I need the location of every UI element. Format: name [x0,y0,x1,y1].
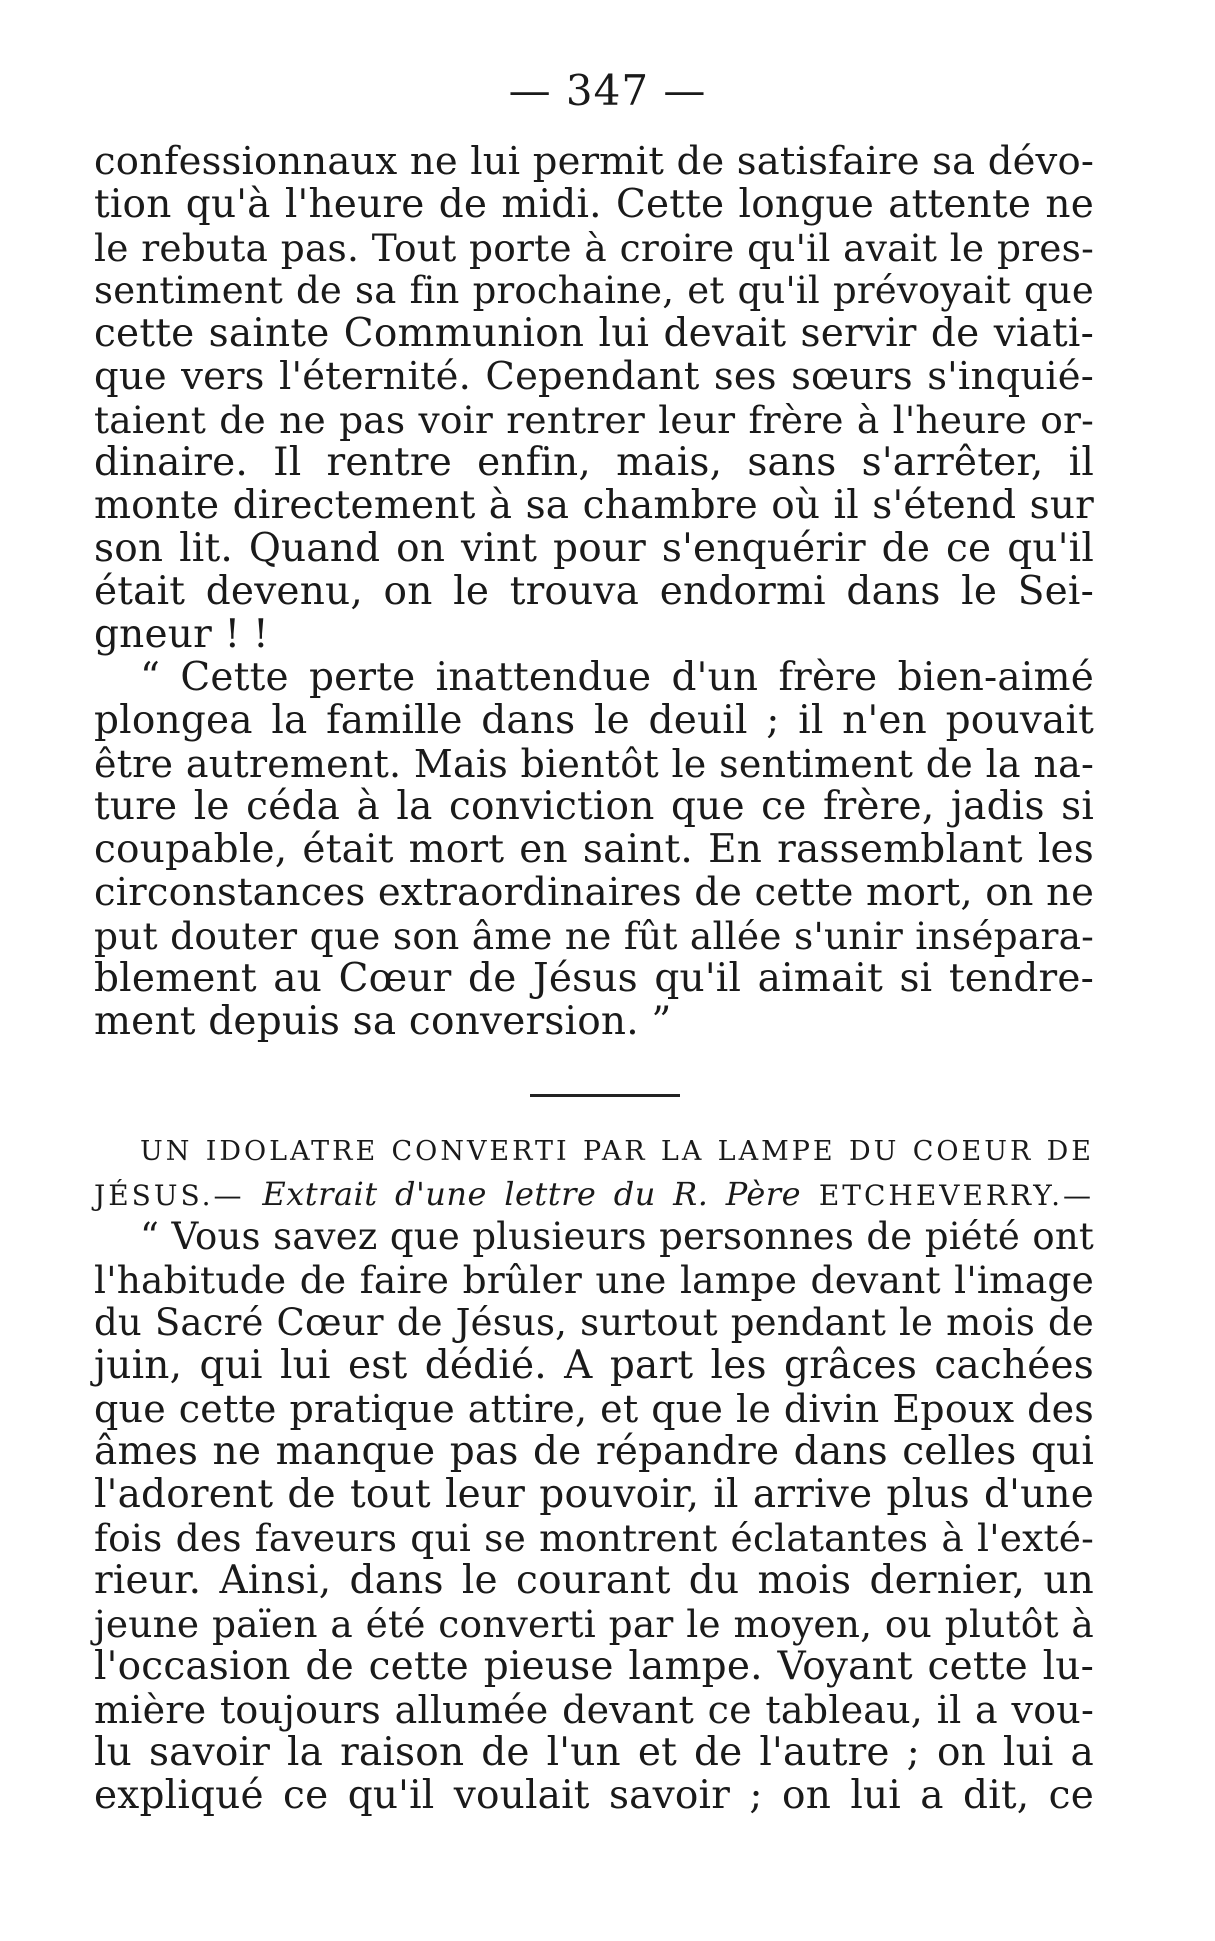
text-line: son lit. Quand on vint pour s'enquérir de ce qu'il [94,526,1094,571]
section-heading: UN IDOLATRE CONVERTI PAR LA LAMPE DU COEUR DE [140,1136,1094,1167]
text-line: ture le céda à la conviction que ce frère, jadis si [94,784,1094,829]
text-line: le rebuta pas. Tout porte à croire qu'il avait le pres- [94,226,1094,270]
text-line: que vers l'éternité. Cependant ses sœurs s'inquié- [94,354,1094,399]
text-line: mière toujours allumée devant ce tableau, il a vou- [94,1688,1094,1732]
text-line: plongea la famille dans le deuil ; il n'en pouvait [94,698,1094,743]
text-line: âmes ne manque pas de répandre dans celles qui [94,1429,1094,1474]
text-line: “ Cette perte inattendue d'un frère bien-aimé [140,655,1094,700]
text-line: fois des faveurs qui se montrent éclatantes à l'exté- [94,1516,1094,1560]
text-line: juin, qui lui est dédié. A part les grâces cachées [94,1343,1094,1388]
text-line: ment depuis sa conversion. ” [94,999,672,1044]
text-line: monte directement à sa chambre où il s'étend sur [94,483,1094,528]
text-line: l'occasion de cette pieuse lampe. Voyant cette lu- [94,1644,1094,1689]
text-line: l'adorent de tout leur pouvoir, il arrive plus d'une [94,1472,1094,1517]
text-line: rieur. Ainsi, dans le courant du mois dernier, un [94,1558,1094,1603]
text-line: blement au Cœur de Jésus qu'il aimait si tendre- [94,956,1094,1001]
text-line: sentiment de sa fin prochaine, et qu'il prévoyait que [94,269,1094,312]
text-line: cette sainte Communion lui devait servir de viati- [94,311,1094,356]
text-line: lu savoir la raison de l'un et de l'autre ; on lui a [94,1730,1094,1775]
text-line: coupable, était mort en saint. En rassemblant les [94,827,1094,872]
text-line: tion qu'à l'heure de midi. Cette longue attente ne [94,182,1094,227]
text-line: taient de ne pas voir rentrer leur frère à l'heure or- [94,398,1094,442]
page-number: — 347 — [508,66,707,115]
text-line: être autrement. Mais bientôt le sentiment de la na- [94,742,1094,786]
text-line: que cette pratique attire, et que le divin Epoux des [94,1387,1094,1431]
text-line: “ Vous savez que plusieurs personnes de piété ont [140,1215,1094,1258]
text-line: jeune païen a été converti par le moyen, ou plutôt à [94,1602,1094,1646]
text-line: expliqué ce qu'il voulait savoir ; on lui a dit, ce [94,1773,1094,1818]
text-line: gneur ! ! [94,612,269,657]
text-line: l'habitude de faire brûler une lampe devant l'image [94,1258,1094,1302]
text-line: dinaire. Il rentre enfin, mais, sans s'arrêter, il [94,440,1094,485]
text-line: du Sacré Cœur de Jésus, surtout pendant le mois de [94,1301,1094,1344]
section-divider [530,1094,680,1097]
text-line: circonstances extraordinaires de cette mort, on ne [94,870,1095,915]
text-line: put douter que son âme ne fût allée s'unir insépara- [94,914,1094,958]
text-line: était devenu, on le trouva endormi dans le Sei- [94,569,1094,614]
section-heading-line2 [94,1172,1094,1218]
text-line: confessionnaux ne lui permit de satisfaire sa dévo- [94,139,1095,184]
heading-jesus: JÉSUS.— [94,1179,245,1212]
heading-extract: Extrait d'une lettre du R. Père [262,1175,802,1213]
heading-author: ETCHEVERRY.— [818,1179,1094,1212]
